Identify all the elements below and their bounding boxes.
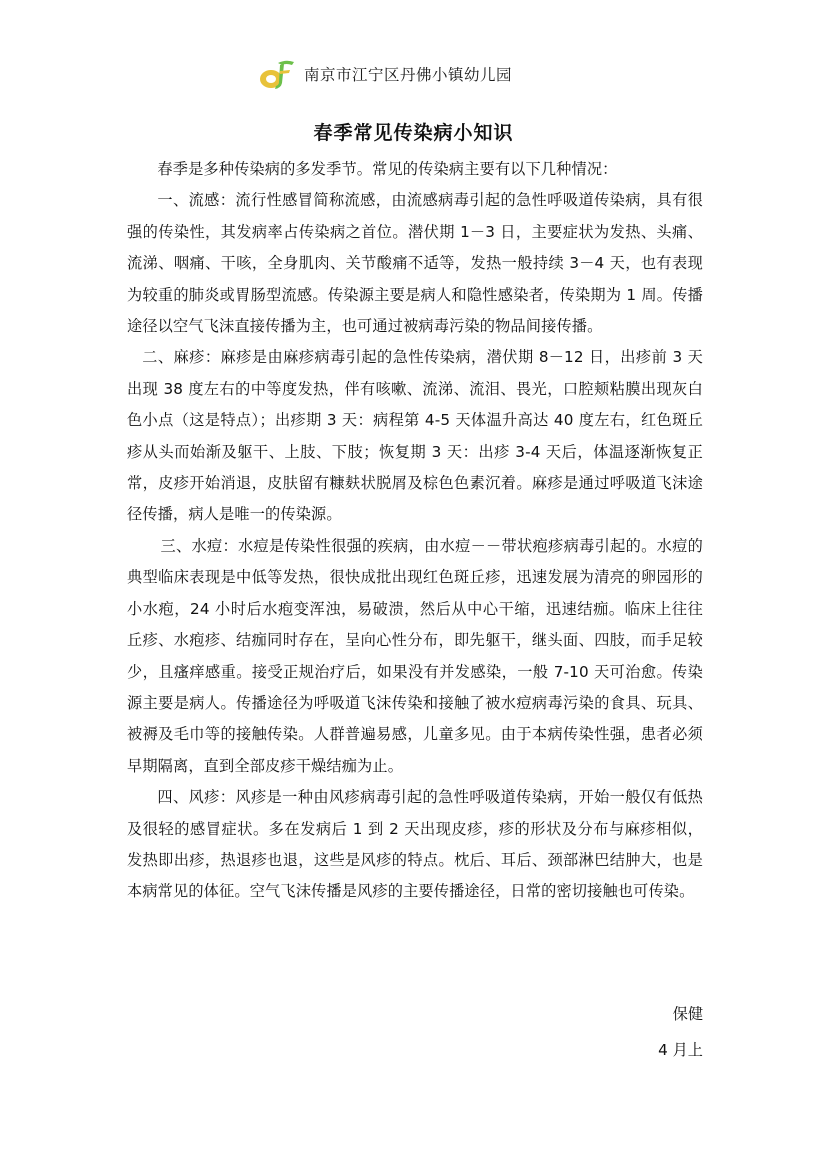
chickenpox-paragraph: 三、水痘：水痘是传染性很强的疾病，由水痘－－带状疱疹病毒引起的。水痘的典型临床表现是中低等发热，很快成批出现红色斑丘疹，迅速发展为清亮的卵园形的小水疱，24 小时后水疱变浑浊，易破溃，然后从中心干缩，迅速结痂。临床上往往丘疹、水疱疹、结痂同时存在，呈向心性分布，即先躯干，继头面、四肢，而手足较少，且瘙痒感重。接受正规治疗后，如果没有并发感染，一般 7-10 天可治愈。传染源主要是病人。传播途径为呼吸道飞沫传染和接触了被水痘病毒污染的食具、玩具、被褥及毛巾等的接触传染。人群普遍易感，儿童多见。由于本病传染性强，患者必须早期隔离，直到全部皮疹干燥结痂为止。 bbox=[127, 536, 703, 775]
intro-paragraph: 春季是多种传染病的多发季节。常见的传染病主要有以下几种情况： bbox=[157, 160, 618, 178]
signature-date: 4 月上 bbox=[658, 1041, 703, 1059]
influenza-paragraph: 一、流感：流行性感冒简称流感，由流感病毒引起的急性呼吸道传染病，具有很强的传染性，其发病率占传染病之首位。潜伏期 1－3 日，主要症状为发热、头痛、流涕、咽痛、干咳，全身肌肉、关节酸痛不适等，发热一般持续 3－4 天，也有表现为较重的肺炎或胃肠型流感。传染源主要是病人和隐性感染者，传染期为 1 周。传播途径以空气飞沫直接传播为主，也可通过被病毒污染的物品间接传播。 bbox=[127, 191, 703, 336]
rubella-paragraph: 四、风疹：风疹是一种由风疹病毒引起的急性呼吸道传染病，开始一般仅有低热及很轻的感冒症状。多在发病后 1 到 2 天出现皮疹，疹的形状及分布与麻疹相似，发热即出疹，热退疹也退，这些是风疹的特点。枕后、耳后、颈部淋巴结肿大，也是本病常见的体征。空气飞沫传播是风疹的主要传播途径，日常的密切接触也可传染。 bbox=[127, 788, 703, 901]
kindergarten-logo-icon bbox=[258, 57, 298, 91]
measles-paragraph: 二、麻疹：麻疹是由麻疹病毒引起的急性传染病，潜伏期 8－12 日，出疹前 3 天出现 38 度左右的中等度发热，伴有咳嗽、流涕、流泪、畏光，口腔颊粘膜出现灰白色小点（这是特点）；出疹期 3 天：病程第 4-5 天体温升高达 40 度左右，红色斑丘疹从头而始渐及躯干、上肢、下肢；恢复期 3 天：出疹 3-4 天后，体温逐渐恢复正常，皮疹开始消退，皮肤留有糠麸状脱屑及棕色色素沉着。麻疹是通过呼吸道飞沫途径传播，病人是唯一的传染源。 bbox=[127, 348, 703, 524]
school-name: 南京市江宁区丹佛小镇幼儿园 bbox=[304, 66, 513, 84]
document-header bbox=[258, 56, 512, 92]
page-title: 春季常见传染病小知识 bbox=[313, 122, 514, 144]
document-body bbox=[127, 154, 703, 908]
signature-author: 保健 bbox=[672, 1005, 703, 1023]
